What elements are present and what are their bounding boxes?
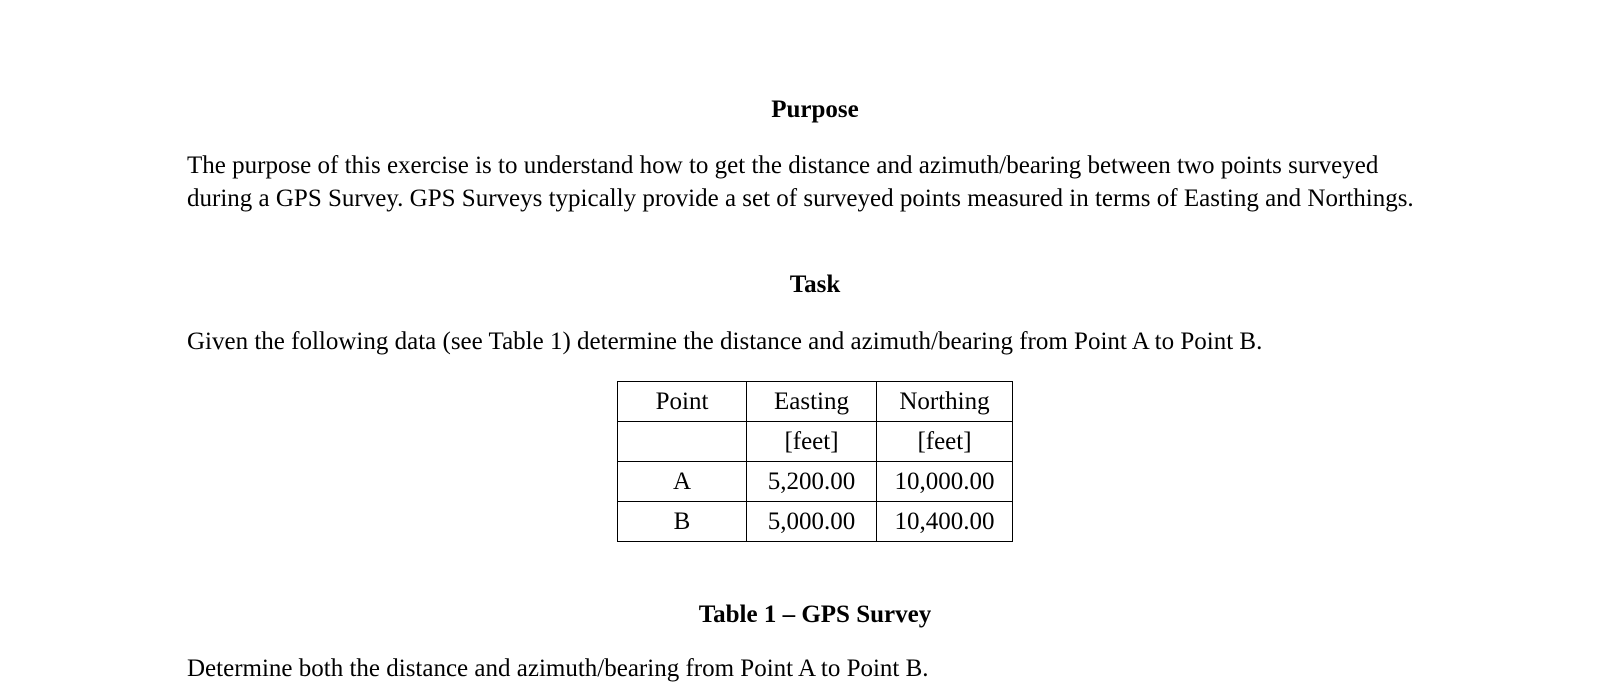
table-row <box>618 502 1013 542</box>
table-cell-easting: 5,200.00 <box>747 462 877 502</box>
table-units-row <box>618 422 1013 462</box>
closing-paragraph: Determine both the distance and azimuth/bearing from Point A to Point B. <box>187 655 929 682</box>
table-cell-northing: 10,000.00 <box>877 462 1013 502</box>
header-cell-northing: Northing <box>877 382 1013 422</box>
table-cell-easting: 5,000.00 <box>747 502 877 542</box>
units-cell-point <box>618 422 747 462</box>
table-cell-northing: 10,400.00 <box>877 502 1013 542</box>
table-caption: Table 1 – GPS Survey <box>698 601 932 628</box>
purpose-paragraph: The purpose of this exercise is to understand how to get the distance and azimuth/bearing between two points surveyed during a GPS Survey. GPS Surveys typically provide a set of surveyed points measured in terms of Easting and Northings. <box>187 152 1414 212</box>
header-cell-easting: Easting <box>747 382 877 422</box>
task-heading: Task <box>789 271 841 298</box>
table-cell-point: A <box>618 462 747 502</box>
table-header-row <box>618 382 1013 422</box>
gps-survey-table <box>617 381 1013 542</box>
units-cell-northing: [feet] <box>877 422 1013 462</box>
table-row <box>618 462 1013 502</box>
table-cell-point: B <box>618 502 747 542</box>
header-cell-point: Point <box>618 382 747 422</box>
units-cell-easting: [feet] <box>747 422 877 462</box>
task-paragraph: Given the following data (see Table 1) determine the distance and azimuth/bearing from Point A to Point B. <box>187 328 1263 355</box>
purpose-heading: Purpose <box>771 96 859 123</box>
